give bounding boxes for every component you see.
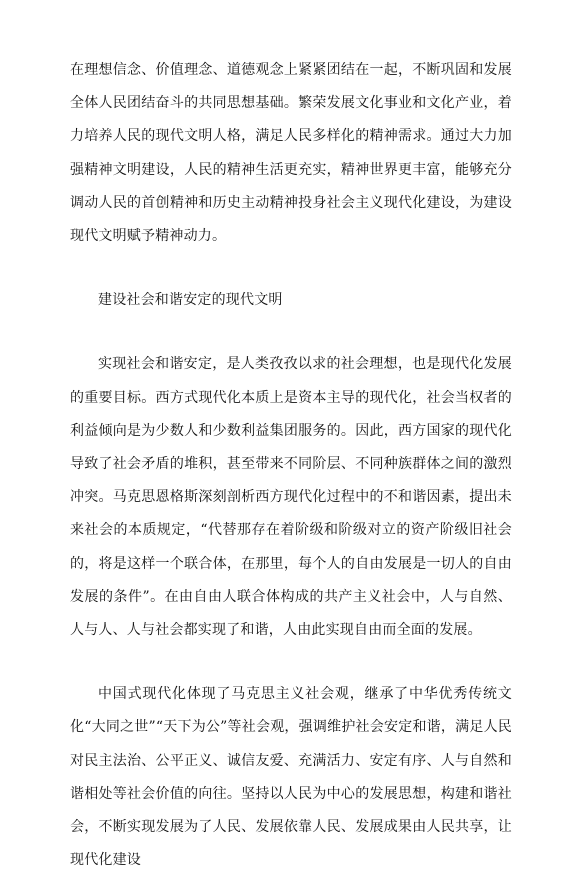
- document-page: [70, 54, 512, 877]
- paragraph-chinese-modernization: 中国式现代化体现了马克思主义社会观，继承了中华优秀传统文化“大同之世”“天下为公”等社会观，强调维护社会安定和谐，满足人民对民主法治、公平正义、诚信友爱、充满活力、安定有序、人与自然和谐相处等社会价值的向往。坚持以人民为中心的发展思想，构建和谐社会，不断实现发展为了人民、发展依靠人民、发展成果由人民共享，让现代化建设: [70, 686, 512, 869]
- paragraph-social-harmony: 实现社会和谐安定，是人类孜孜以求的社会理想，也是现代化发展的重要目标。西方式现代化本质上是资本主导的现代化，社会当权者的利益倾向是为少数人和少数利益集团服务的。因此，西方国家的现代化导致了社会矛盾的堆积，甚至带来不同阶层、不同种族群体之间的激烈冲突。马克思恩格斯深刻剖析西方现代化过程中的不和谐因素，提出未来社会的本质规定，“代替那存在着阶级和阶级对立的资产阶级旧社会的，将是这样一个联合体，在那里，每个人的自由发展是一切人的自由发展的条件”。在由自由人联合体构成的共产主义社会中，人与自然、人与人、人与社会都实现了和谐，人由此实现自由而全面的发展。: [70, 356, 512, 639]
- section-heading: 建设社会和谐安定的现代文明: [98, 292, 283, 309]
- paragraph-spiritual-civilization: 在理想信念、价值理念、道德观念上紧紧团结在一起，不断巩固和发展全体人民团结奋斗的共同思想基础。繁荣发展文化事业和文化产业，着力培养人民的现代文明人格，满足人民多样化的精神需求。通过大力加强精神文明建设，人民的精神生活更充实，精神世界更丰富，能够充分调动人民的首创精神和历史主动精神投身社会主义现代化建设，为建设现代文明赋予精神动力。: [70, 62, 512, 245]
